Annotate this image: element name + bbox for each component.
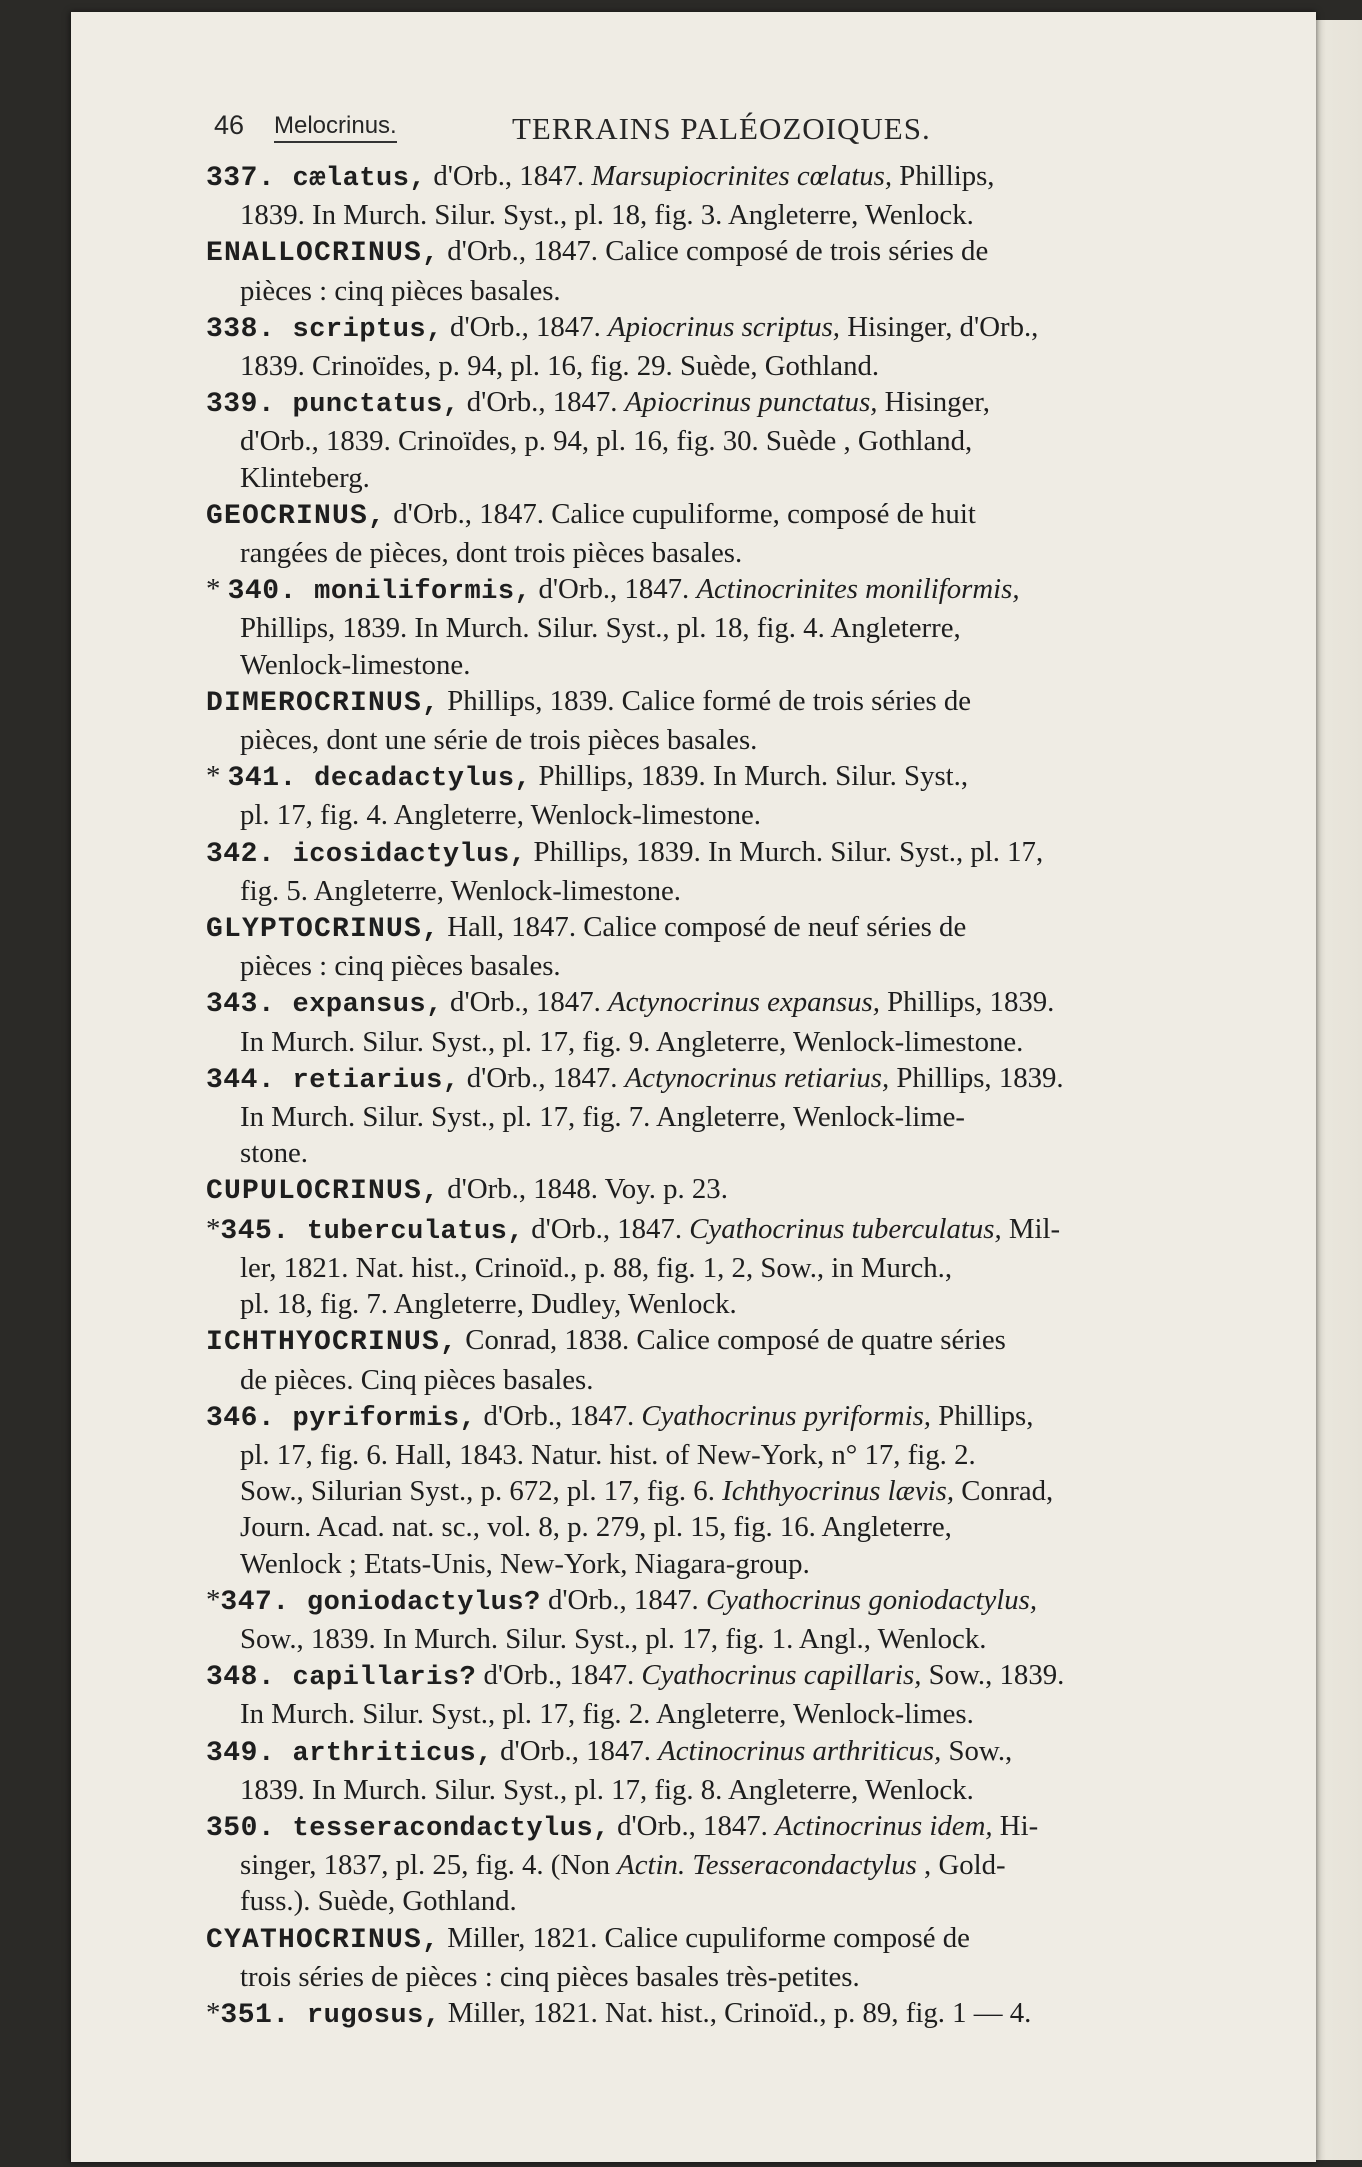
synonym-italic: Cyathocrinus goniodactylus, xyxy=(705,1583,1038,1616)
line-text: d'Orb., 1847. xyxy=(524,1212,690,1245)
species-name: rugosus, xyxy=(306,2000,441,2031)
text-line xyxy=(206,197,1210,233)
line-text: Conrad, xyxy=(954,1475,1054,1508)
text-line xyxy=(206,1398,1210,1437)
line-text: d'Orb., 1847. xyxy=(609,1809,776,1842)
line-text: Mil- xyxy=(1001,1212,1061,1245)
line-text: pl. 17, fig. 4. Angleterre, Wenlock-limestone. xyxy=(240,799,761,832)
genus-name: CUPULOCRINUS, xyxy=(206,1176,441,1208)
line-text: 1839. Crinoïdes, p. 94, pl. 16, fig. 29. Suède, Gothland. xyxy=(240,350,880,383)
synonym-italic: Actinocrinus idem, xyxy=(775,1809,993,1842)
species-number: 346. xyxy=(206,1402,293,1434)
synonym-italic: Cyathocrinus tuberculatus, xyxy=(689,1212,1002,1245)
text-line xyxy=(206,1250,1210,1286)
species-name: goniodactylus? xyxy=(306,1587,541,1618)
species-name: decadactylus, xyxy=(314,764,532,795)
line-text: Phillips, 1839. In Murch. Silur. Syst., pl. 17, xyxy=(526,835,1044,868)
line-text: de pièces. Cinq pièces basales. xyxy=(240,1363,594,1396)
line-text: d'Orb., 1847. xyxy=(459,386,625,419)
line-text: pl. 17, fig. 6. Hall, 1843. Natur. hist. of New-York, n° 17, fig. 2. xyxy=(240,1438,976,1471)
line-text: Wenlock ; Etats-Unis, New-York, Niagara-group. xyxy=(240,1547,810,1580)
genus-name: ENALLOCRINUS, xyxy=(206,238,441,270)
line-text: stone. xyxy=(240,1137,308,1170)
species-number: 342. xyxy=(206,838,293,870)
catalogue-text xyxy=(206,158,1210,2034)
species-name: tesseracondactylus, xyxy=(292,1813,610,1844)
text-line xyxy=(206,1211,1210,1250)
asterisk-mark: * xyxy=(206,1583,221,1616)
genus-name: GEOCRINUS, xyxy=(206,500,387,532)
line-text: d'Orb., 1847. xyxy=(476,1399,642,1432)
page-header xyxy=(214,108,1214,152)
genus-name: ICHTHYOCRINUS, xyxy=(206,1327,459,1359)
text-line xyxy=(206,1171,1210,1210)
text-line xyxy=(206,1362,1210,1398)
species-number: 351. xyxy=(220,1999,307,2031)
line-text: Phillips, 1839. xyxy=(879,986,1055,1019)
text-line xyxy=(206,1657,1210,1696)
line-text: d'Orb., 1847. Calice composé de trois séries de xyxy=(440,235,989,268)
text-line xyxy=(206,1099,1210,1135)
line-text: Journ. Acad. nat. sc., vol. 8, p. 279, pl. 15, fig. 16. Angleterre, xyxy=(240,1511,952,1544)
line-text: rangées de pièces, dont trois pièces basales. xyxy=(240,537,743,570)
text-line xyxy=(206,1437,1210,1473)
line-text: Hisinger, d'Orb., xyxy=(840,310,1039,343)
text-line xyxy=(206,1847,1210,1883)
line-text: In Murch. Silur. Syst., pl. 17, fig. 9. Angleterre, Wenlock-limestone. xyxy=(240,1025,1024,1058)
text-line xyxy=(206,1582,1210,1621)
line-text: Klinteberg. xyxy=(240,461,370,494)
species-name: icosidactylus, xyxy=(292,839,527,870)
synonym-italic: Cyathocrinus capillaris, xyxy=(641,1659,922,1692)
book-spine-edge xyxy=(1308,20,1362,2160)
genus-name: GLYPTOCRINUS, xyxy=(206,914,441,946)
species-number: 338. xyxy=(206,313,293,345)
line-text: Sow., 1839. xyxy=(921,1659,1065,1692)
species-number: 337. xyxy=(206,163,293,194)
text-line xyxy=(206,1808,1210,1847)
line-text: d'Orb., 1848. Voy. p. 23. xyxy=(440,1173,728,1206)
synonym-italic: Actynocrinus expansus, xyxy=(608,986,880,1019)
running-head-genus: Melocrinus. xyxy=(274,112,397,143)
line-text: d'Orb., 1847. xyxy=(492,1734,659,1767)
line-text: In Murch. Silur. Syst., pl. 17, fig. 2. Angleterre, Wenlock-limes. xyxy=(240,1698,974,1731)
text-line xyxy=(206,1135,1210,1171)
text-line xyxy=(206,1696,1210,1732)
text-line xyxy=(206,647,1210,683)
species-number: 345. xyxy=(220,1215,307,1247)
text-line xyxy=(206,1286,1210,1322)
line-text: pièces, dont une série de trois pièces basales. xyxy=(240,724,758,757)
line-text: Phillips, 1839. In Murch. Silur. Syst., pl. 18, fig. 4. Angleterre, xyxy=(240,612,961,645)
line-text: Hi- xyxy=(992,1809,1039,1842)
line-text: Sow., 1839. In Murch. Silur. Syst., pl. 17, fig. 1. Angl., Wenlock. xyxy=(240,1622,987,1655)
species-number: 344. xyxy=(206,1064,293,1096)
text-line xyxy=(206,233,1210,272)
species-number: 349. xyxy=(206,1737,293,1769)
text-line xyxy=(206,496,1210,535)
text-line xyxy=(206,948,1210,984)
line-text: singer, 1837, pl. 25, fig. 4. (Non xyxy=(240,1849,618,1882)
text-line xyxy=(206,309,1210,348)
line-text: trois séries de pièces : cinq pièces basales très-petites. xyxy=(240,1960,860,1993)
asterisk-mark: * xyxy=(206,573,228,606)
species-number: 343. xyxy=(206,989,293,1021)
line-text: In Murch. Silur. Syst., pl. 17, fig. 7. Angleterre, Wenlock-lime- xyxy=(240,1101,965,1134)
synonym-italic: Actin. Tesseracondactylus xyxy=(617,1849,917,1882)
species-name: retiarius, xyxy=(292,1065,460,1096)
line-text: Phillips, xyxy=(931,1399,1034,1432)
asterisk-mark: * xyxy=(206,1212,221,1245)
synonym-italic: Cyathocrinus pyriformis, xyxy=(641,1399,931,1432)
line-text: d'Orb., 1847. xyxy=(459,1061,625,1094)
text-line xyxy=(206,758,1210,797)
text-line xyxy=(206,873,1210,909)
synonym-italic: Marsupiocrinites cœlatus, xyxy=(591,160,893,192)
line-text: 1839. In Murch. Silur. Syst., pl. 18, fig. 3. Angleterre, Wenlock. xyxy=(240,199,974,232)
text-line xyxy=(206,1322,1210,1361)
text-line xyxy=(206,1060,1210,1099)
line-text: Sow., xyxy=(941,1734,1013,1767)
line-text: ler, 1821. Nat. hist., Crinoïd., p. 88, fig. 1, 2, Sow., in Murch., xyxy=(240,1251,953,1284)
species-number: 348. xyxy=(206,1662,293,1694)
line-text: d'Orb., 1847. xyxy=(442,986,609,1019)
text-line xyxy=(206,1024,1210,1060)
text-line xyxy=(206,1920,1210,1959)
text-line xyxy=(206,834,1210,873)
text-line xyxy=(206,1509,1210,1545)
line-text: Hall, 1847. Calice composé de neuf séries de xyxy=(440,911,967,944)
text-line xyxy=(206,683,1210,722)
species-name: capillaris? xyxy=(292,1663,477,1694)
species-name: punctatus, xyxy=(292,390,460,421)
text-line xyxy=(206,1473,1210,1509)
text-line xyxy=(206,158,1210,197)
text-line xyxy=(206,1733,1210,1772)
page-title: TERRAINS PALÉOZOIQUES. xyxy=(512,111,931,146)
text-line xyxy=(206,348,1210,384)
synonym-italic: Actynocrinus retiarius, xyxy=(624,1061,890,1094)
asterisk-mark: * xyxy=(206,1996,221,2029)
text-line xyxy=(206,460,1210,496)
line-text: 1839. In Murch. Silur. Syst., pl. 17, fig. 8. Angleterre, Wenlock. xyxy=(240,1773,974,1806)
line-text: Miller, 1821. Nat. hist., Crinoïd., p. 89, fig. 1 — 4. xyxy=(440,1996,1032,2029)
line-text: Hisinger, xyxy=(877,386,990,419)
text-line xyxy=(206,1995,1210,2034)
text-line xyxy=(206,984,1210,1023)
line-text: Sow., Silurian Syst., p. 672, pl. 17, fig. 6. xyxy=(240,1475,723,1508)
line-text: d'Orb., 1847. xyxy=(540,1583,706,1616)
line-text: d'Orb., 1847. xyxy=(442,310,609,343)
species-number: 340. xyxy=(227,576,315,608)
text-line xyxy=(206,1959,1210,1995)
text-line xyxy=(206,909,1210,948)
text-line xyxy=(206,535,1210,571)
line-text: Phillips, xyxy=(892,160,995,192)
text-line xyxy=(206,1772,1210,1808)
line-text: Phillips, 1839. xyxy=(889,1061,1064,1094)
genus-name: DIMEROCRINUS, xyxy=(206,687,441,719)
synonym-italic: Actinocrinites moniliformis, xyxy=(696,573,1020,606)
synonym-italic: Apiocrinus punctatus, xyxy=(624,386,878,419)
line-text: fuss.). Suède, Gothland. xyxy=(240,1885,517,1918)
species-name: scriptus, xyxy=(292,314,443,345)
text-line xyxy=(206,384,1210,423)
line-text: d'Orb., 1847. xyxy=(426,160,592,192)
species-name: cælatus, xyxy=(292,164,427,194)
species-number: 347. xyxy=(220,1586,307,1618)
text-line xyxy=(206,1621,1210,1657)
text-line xyxy=(206,571,1210,610)
asterisk-mark: * xyxy=(206,760,228,793)
species-number: 350. xyxy=(206,1812,293,1844)
text-line xyxy=(206,797,1210,833)
synonym-italic: Apiocrinus scriptus, xyxy=(608,310,840,343)
genus-name: CYATHOCRINUS, xyxy=(206,1924,441,1956)
text-line xyxy=(206,1883,1210,1919)
line-text: pl. 18, fig. 7. Angleterre, Dudley, Wenlock. xyxy=(240,1288,737,1321)
species-name: moniliformis, xyxy=(314,577,532,608)
species-name: expansus, xyxy=(292,990,443,1021)
species-number: 339. xyxy=(206,389,293,421)
synonym-italic: Ichthyocrinus lævis, xyxy=(722,1475,955,1508)
line-text: Wenlock-limestone. xyxy=(240,648,471,681)
text-line xyxy=(206,722,1210,758)
line-text: d'Orb., 1839. Crinoïdes, p. 94, pl. 16, fig. 30. Suède , Gothland, xyxy=(240,425,973,458)
species-name: arthriticus, xyxy=(292,1738,493,1769)
species-name: pyriformis, xyxy=(292,1403,477,1434)
text-line xyxy=(206,610,1210,646)
text-line xyxy=(206,423,1210,459)
text-line xyxy=(206,273,1210,309)
line-text: Phillips, 1839. Calice formé de trois séries de xyxy=(440,684,972,717)
line-text: Miller, 1821. Calice cupuliforme composé de xyxy=(440,1921,970,1954)
synonym-italic: Actinocrinus arthriticus, xyxy=(658,1734,942,1767)
line-text: pièces : cinq pièces basales. xyxy=(240,274,561,307)
line-text: d'Orb., 1847. xyxy=(476,1659,642,1692)
line-text: Phillips, 1839. In Murch. Silur. Syst., xyxy=(531,760,969,793)
line-text: Conrad, 1838. Calice composé de quatre séries xyxy=(458,1324,1006,1357)
line-text: d'Orb., 1847. xyxy=(531,573,697,606)
line-text: fig. 5. Angleterre, Wenlock-limestone. xyxy=(240,874,681,907)
text-line xyxy=(206,1546,1210,1582)
line-text: pièces : cinq pièces basales. xyxy=(240,950,561,983)
line-text: d'Orb., 1847. Calice cupuliforme, composé de huit xyxy=(386,497,976,530)
species-name: tuberculatus, xyxy=(306,1216,525,1247)
line-text: , Gold- xyxy=(916,1849,1006,1882)
species-number: 341. xyxy=(227,763,315,795)
page-number: 46 xyxy=(214,110,245,140)
